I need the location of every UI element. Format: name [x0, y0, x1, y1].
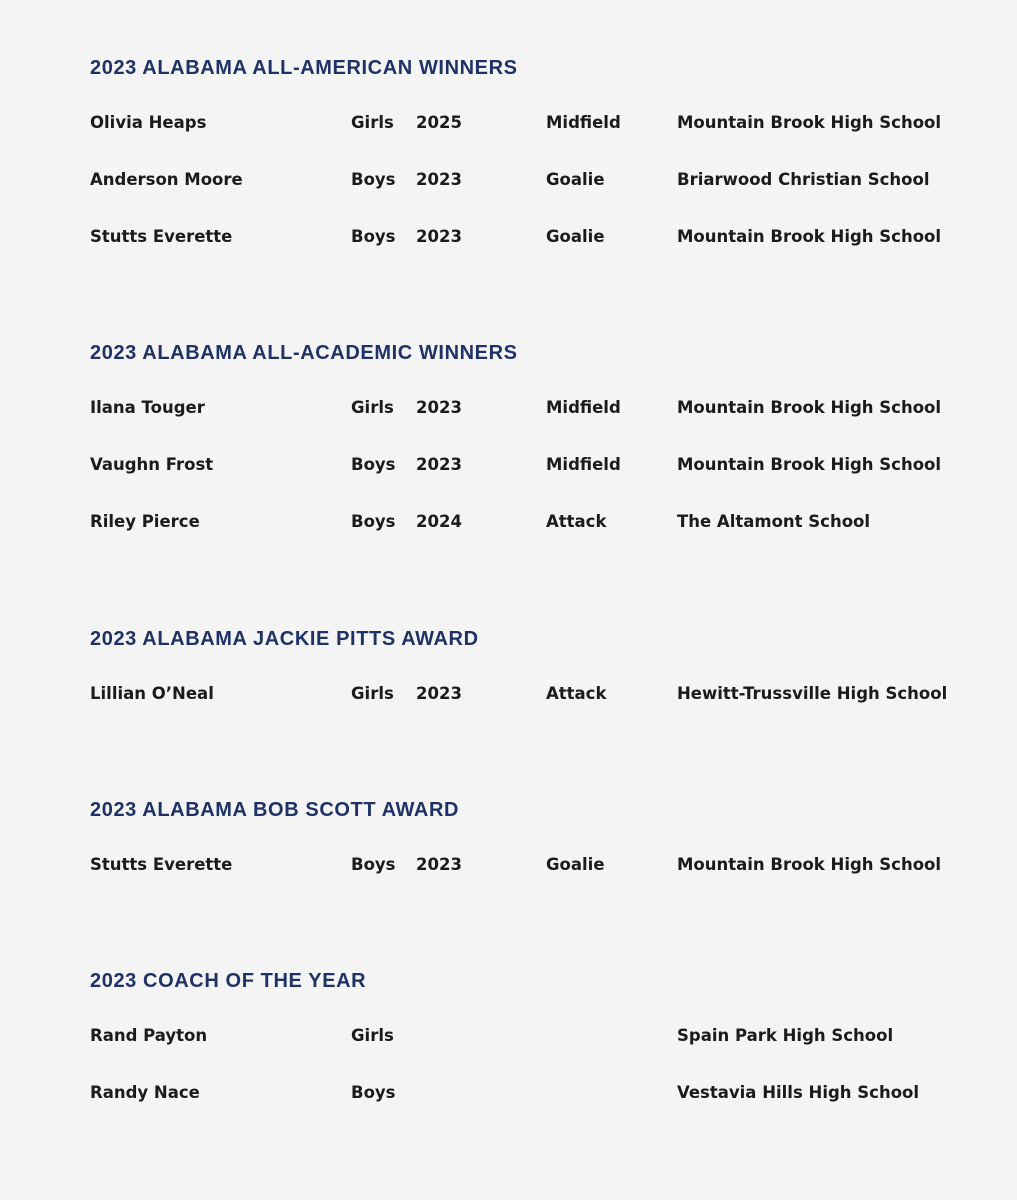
section-title: 2023 ALABAMA ALL-ACADEMIC WINNERS [90, 342, 518, 364]
gender: Boys [351, 1083, 396, 1102]
class-year: 2024 [416, 512, 462, 531]
section-jackie-pitts-award [90, 626, 970, 740]
player-name: Ilana Touger [90, 398, 205, 417]
winner-list [90, 683, 970, 740]
player-name: Riley Pierce [90, 512, 200, 531]
winner-row [90, 1082, 970, 1139]
school: Mountain Brook High School [677, 398, 942, 417]
school: Hewitt-Trussville High School [677, 684, 948, 703]
winner-row [90, 454, 970, 511]
winner-row [90, 169, 970, 226]
winner-row [90, 397, 970, 454]
winner-row [90, 112, 970, 169]
gender: Girls [351, 684, 394, 703]
class-year: 2023 [416, 398, 462, 417]
gender: Boys [351, 455, 396, 474]
winner-list [90, 397, 970, 568]
position: Attack [546, 512, 607, 531]
winner-list [90, 112, 970, 283]
section-title: 2023 ALABAMA BOB SCOTT AWARD [90, 799, 460, 821]
school: Briarwood Christian School [677, 170, 930, 189]
player-name: Anderson Moore [90, 170, 243, 189]
class-year: 2023 [416, 455, 462, 474]
player-name: Vaughn Frost [90, 455, 214, 474]
gender: Boys [351, 170, 396, 189]
player-name: Olivia Heaps [90, 113, 207, 132]
position: Goalie [546, 227, 605, 246]
section-all-academic [90, 340, 970, 568]
player-name: Stutts Everette [90, 227, 233, 246]
gender: Boys [351, 227, 396, 246]
winner-list [90, 1025, 970, 1139]
winner-row [90, 854, 970, 911]
position: Midfield [546, 455, 621, 474]
class-year: 2023 [416, 227, 462, 246]
position: Goalie [546, 855, 605, 874]
school: Mountain Brook High School [677, 455, 942, 474]
position: Goalie [546, 170, 605, 189]
coach-name: Rand Payton [90, 1026, 208, 1045]
winner-list [90, 854, 970, 911]
gender: Boys [351, 512, 396, 531]
section-title: 2023 ALABAMA JACKIE PITTS AWARD [90, 628, 479, 650]
school: Mountain Brook High School [677, 113, 942, 132]
coach-name: Randy Nace [90, 1083, 200, 1102]
section-title: 2023 ALABAMA ALL-AMERICAN WINNERS [90, 57, 518, 79]
winner-row [90, 1025, 970, 1082]
school: Mountain Brook High School [677, 855, 942, 874]
winner-row [90, 683, 970, 740]
gender: Girls [351, 1026, 394, 1045]
gender: Girls [351, 113, 394, 132]
school: Spain Park High School [677, 1026, 894, 1045]
section-all-american [90, 55, 970, 283]
class-year: 2025 [416, 113, 462, 132]
school: The Altamont School [677, 512, 871, 531]
position: Attack [546, 684, 607, 703]
school: Mountain Brook High School [677, 227, 942, 246]
section-bob-scott-award [90, 797, 970, 911]
winner-row [90, 226, 970, 283]
player-name: Stutts Everette [90, 855, 233, 874]
school: Vestavia Hills High School [677, 1083, 920, 1102]
class-year: 2023 [416, 170, 462, 189]
section-coach-of-the-year [90, 968, 970, 1139]
class-year: 2023 [416, 855, 462, 874]
position: Midfield [546, 398, 621, 417]
gender: Boys [351, 855, 396, 874]
position: Midfield [546, 113, 621, 132]
class-year: 2023 [416, 684, 462, 703]
player-name: Lillian O’Neal [90, 684, 214, 703]
section-title: 2023 COACH OF THE YEAR [90, 970, 367, 992]
gender: Girls [351, 398, 394, 417]
winner-row [90, 511, 970, 568]
